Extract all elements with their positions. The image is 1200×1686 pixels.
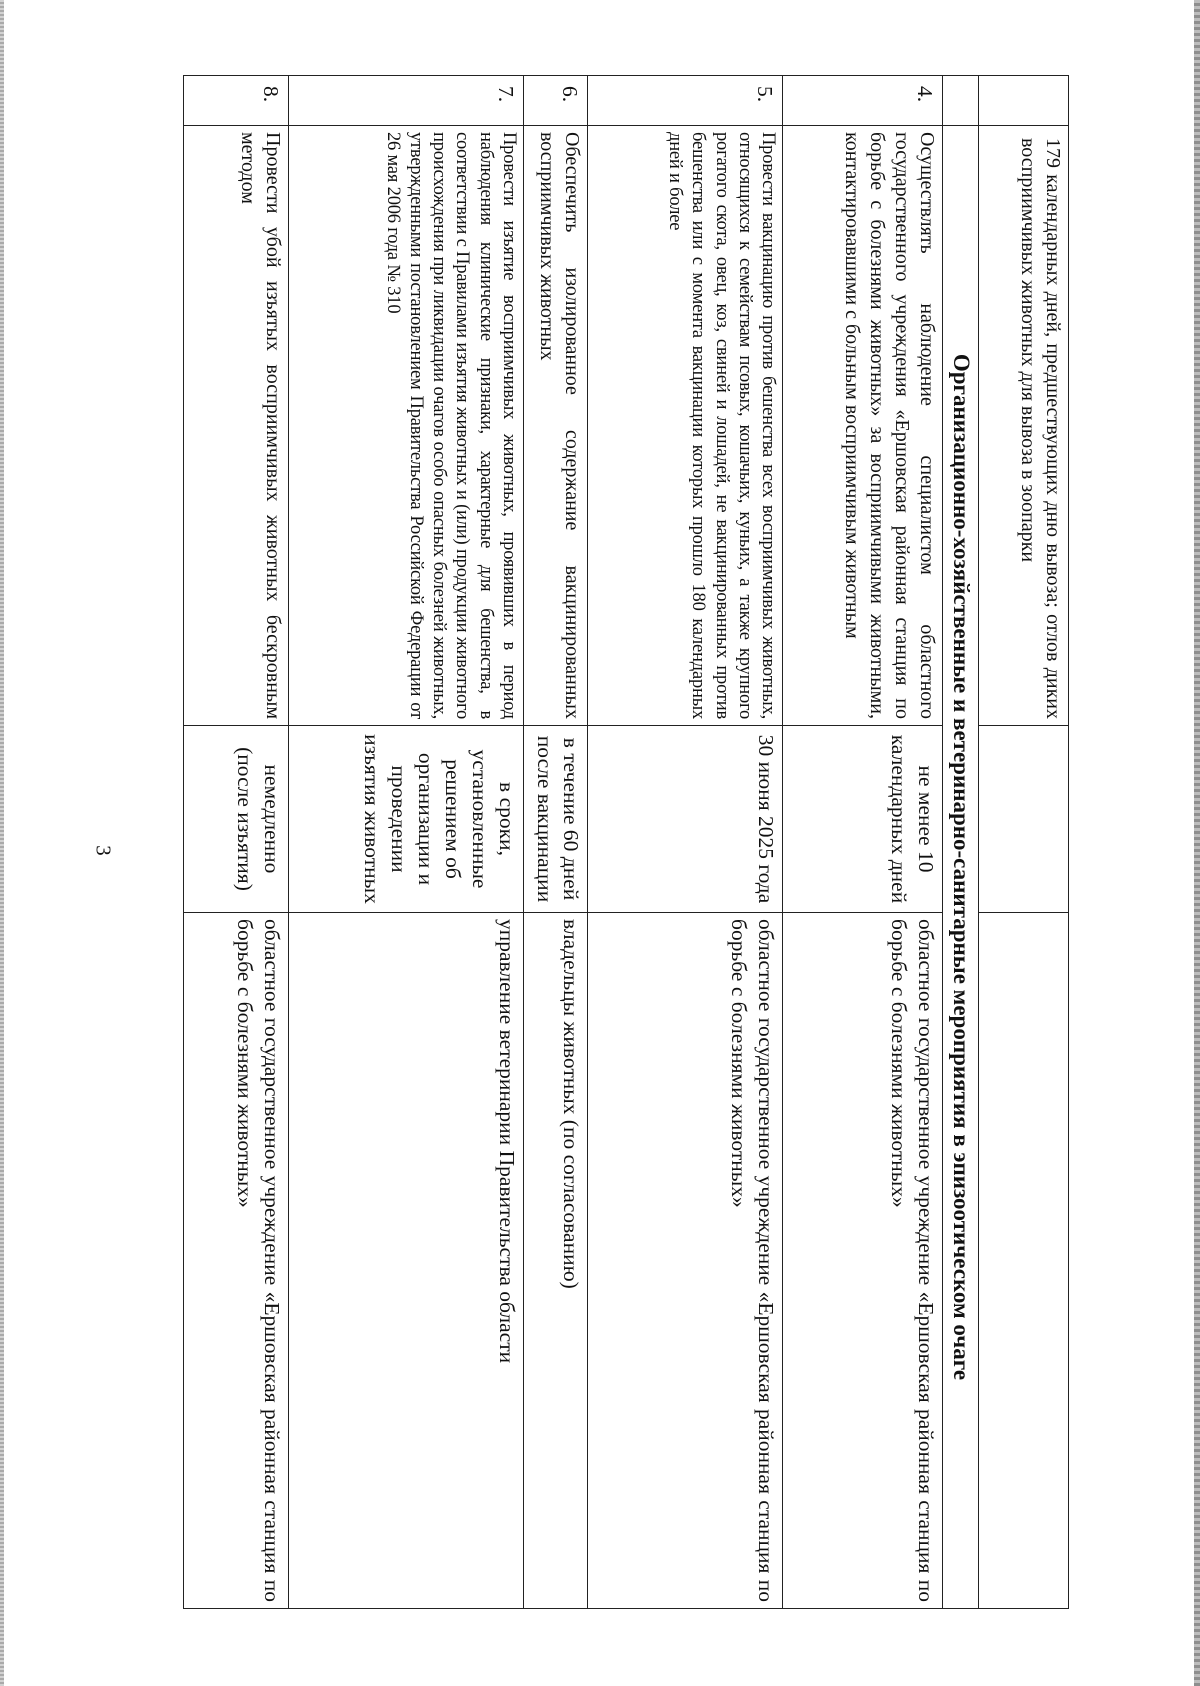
- responsible-text: областное государственное учреждение «Ершовская районная станция по борьбе с болезнями животных»: [184, 913, 289, 1609]
- responsible-text: [979, 913, 1069, 1609]
- deadline-text: 30 июня 2025 года: [588, 726, 782, 913]
- row-number: 8.: [184, 76, 289, 126]
- measures-table-rotated: [183, 75, 1069, 1608]
- measure-text: Провести вакцинацию против бешенства всех восприимчивых животных, относящихся к семействам псовых, кошачьих, куньих, а также крупного рогатого скота, овец, коз, свиней и лошадей, не вакцинированных против бешенства или с момента вакцинации которых прошло 180 календарных дней и более: [588, 126, 782, 726]
- deadline-text: немедленно (после изъятия): [184, 726, 289, 913]
- table-row: [523, 76, 588, 1609]
- table-row-carryover: [979, 76, 1069, 1609]
- table-row: [184, 76, 289, 1609]
- deadline-text: [979, 726, 1069, 913]
- responsible-text: областное государственное учреждение «Ершовская районная станция по борьбе с болезнями животных»: [782, 913, 942, 1609]
- row-number: [979, 76, 1069, 126]
- row-number: 6.: [523, 76, 588, 126]
- deadline-text: в течение 60 дней после вакцинации: [523, 726, 588, 913]
- deadline-text: не менее 10 календарных дней: [782, 726, 942, 913]
- measure-text: Провести убой изъятых восприимчивых животных бескровным методом: [184, 126, 289, 726]
- row-number: 4.: [782, 76, 942, 126]
- table-row: [782, 76, 942, 1609]
- responsible-text: владельцы животных (по согласованию): [523, 913, 588, 1609]
- row-number: 5.: [588, 76, 782, 126]
- measure-text: Провести изъятие восприимчивых животных, проявивших в период наблюдения клинические признаки, характерные для бешенства, в соответствии с Правилами изъятия животных и (или) продукции животного происхождения при ликвидации очагов особо опасных болезней животных, утвержденными постановлением Правительства Российской Федерации от 26 мая 2006 года № 310: [288, 126, 523, 726]
- measure-text: Обеспечить изолированное содержание вакцинированных восприимчивых животных: [523, 126, 588, 726]
- section-heading: Организационно-хозяйственные и ветеринарно-санитарные мероприятия в эпизоотическом очаге: [943, 126, 979, 1609]
- section-heading-number-cell: [943, 76, 979, 126]
- measures-table: [183, 75, 1069, 1609]
- row-number: 7.: [288, 76, 523, 126]
- responsible-text: областное государственное учреждение «Ершовская районная станция по борьбе с болезнями животных»: [588, 913, 782, 1609]
- section-heading-row: [943, 76, 979, 1609]
- measures-table-wrapper: [183, 75, 1069, 1608]
- scan-edge-left: [0, 0, 4, 1686]
- table-row: [288, 76, 523, 1609]
- measure-text: Осуществлять наблюдение специалистом областного государственного учреждения «Ершовская районная станция по борьбе с болезнями животных» за восприимчивыми животными, контактировавшими с больным восприимчивым животным: [782, 126, 942, 726]
- table-row: [588, 76, 782, 1609]
- measure-text: 179 календарных дней, предшествующих дню вывоза; отлов диких восприимчивых животных для вывоза в зоопарки: [979, 126, 1069, 726]
- scan-edge-right: [1194, 0, 1200, 1686]
- page-number: 3: [91, 845, 116, 856]
- responsible-text: управление ветеринарии Правительства области: [288, 913, 523, 1609]
- deadline-text: в сроки, установленные решением об организации и проведении изъятия животных: [288, 726, 523, 913]
